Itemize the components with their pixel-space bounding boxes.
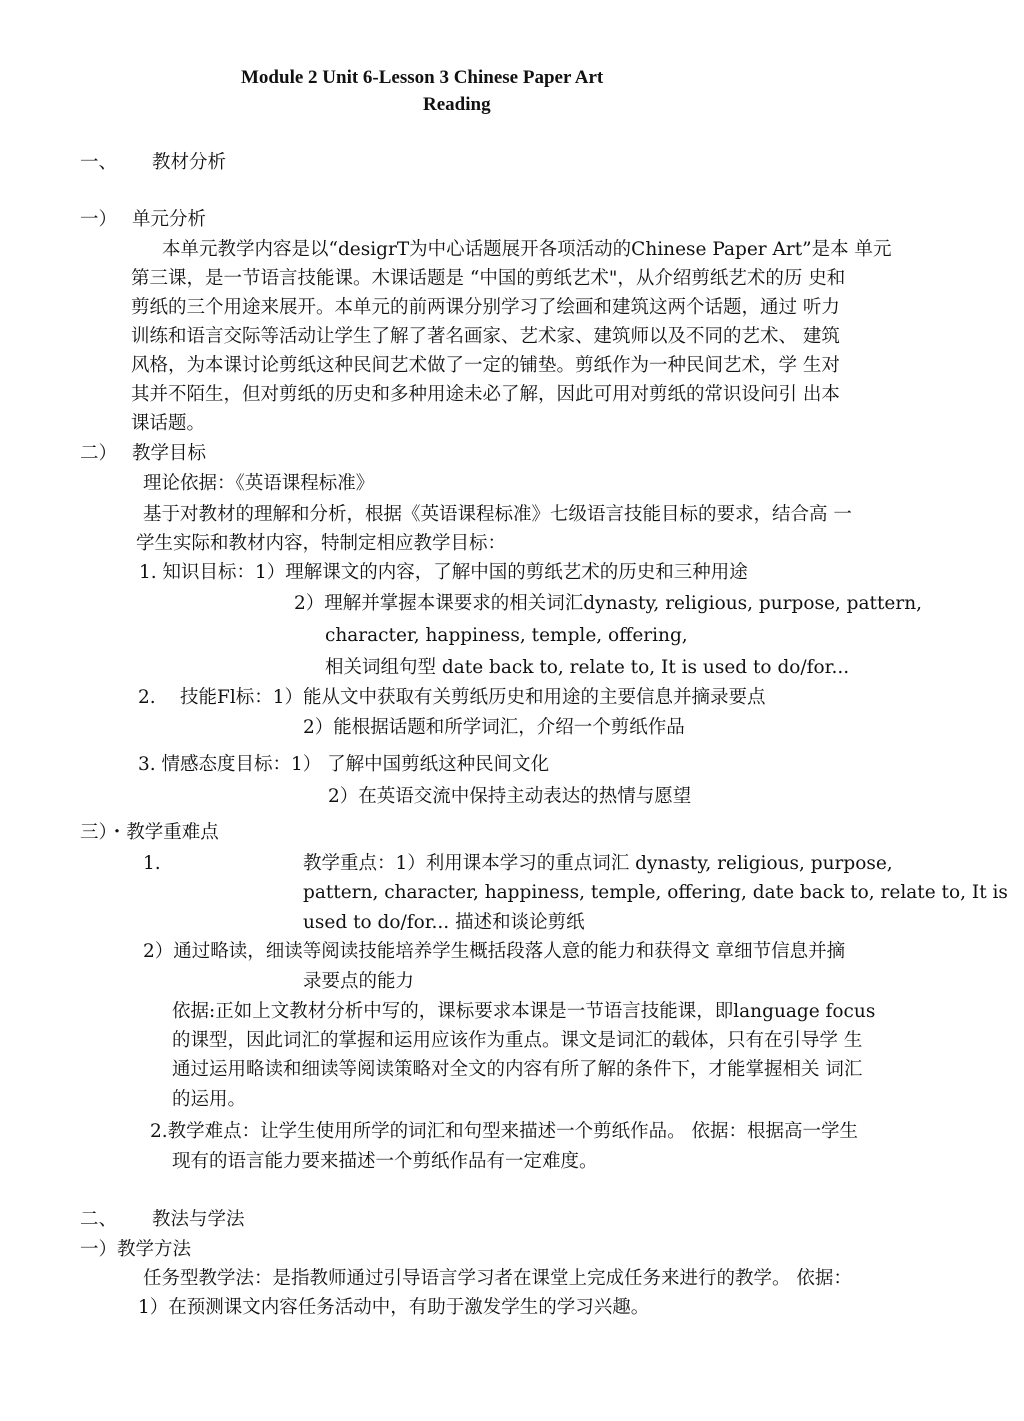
key-point-item: 2）通过略读，细读等阅读技能培养学生概括段落人意的能力和获得文 章细节信息并摘 [143,941,846,962]
part1-paragraph-line: 其并不陌生，但对剪纸的历史和多种用途未必了解，因此可用对剪纸的常识设问引 出本 [131,384,840,405]
knowledge-goal-phrases: 相关词组句型 date back to, relate to, It is used to do/for... [325,657,850,678]
part1-paragraph-line: 风格，为本课讨论剪纸这种民间艺术做了一定的铺垫。剪纸作为一种民间艺术，学 生对 [131,355,840,376]
goals-intro-line: 基于对教材的理解和分析，根据《英语课程标准》七级语言技能目标的要求，结合高 一 [143,504,852,525]
key-point-line: 教学重点：1）利用课本学习的重点词汇 dynasty, religious, purpose, [303,853,893,874]
knowledge-goal-vocab: 2）理解并掌握本课要求的相关词汇dynasty, religious, purpose, pattern, [294,593,922,614]
key-point-line: used to do/for... 描述和谈论剪纸 [303,912,585,933]
document-title: Module 2 Unit 6-Lesson 3 Chinese Paper Art [241,67,604,88]
attitude-goal-item: 2）在英语交流中保持主动表达的热情与愿望 [328,786,692,807]
basis-line: 依据:正如上文教材分析中写的，课标要求本课是一节语言技能课，即language focus [172,1001,876,1022]
part2-number: 二） [80,443,118,464]
knowledge-goal: 1. 知识目标：1）理解课文的内容，了解中国的剪纸艺术的历史和三种用途 [139,562,748,583]
section1-number: 一、 [80,152,118,173]
knowledge-goal-vocab: character, happiness, temple, offering, [325,625,688,646]
method-line: 任务型教学法：是指教师通过引导语言学习者在课堂上完成任务来进行的教学。 依据： [143,1268,852,1289]
section1-heading: 教材分析 [152,152,227,173]
part1-paragraph-line: 第三课，是一节语言技能课。木课话题是 “中国的剪纸艺术"，从介绍剪纸艺术的历 史和 [131,268,846,289]
basis-line: 的课型，因此词汇的掌握和运用应该作为重点。课文是词汇的载体，只有在引导学 生 [172,1030,863,1051]
method-line: 1）在预测课文内容任务活动中，有助于激发学生的学习兴趣。 [138,1297,650,1318]
part1-paragraph-line: 课话题。 [131,413,206,434]
section2-part1-heading: 一）教学方法 [80,1239,192,1260]
basis-line: 通过运用略读和细读等阅读策略对全文的内容有所了解的条件下，才能掌握相关 词汇 [172,1059,863,1080]
document-subtitle: Reading [423,94,491,115]
part1-paragraph-line: 训练和语言交际等活动让学生了解了著名画家、艺术家、建筑师以及不同的艺术、 建筑 [131,326,840,347]
section2-number: 二、 [80,1209,118,1230]
part1-paragraph-line: 本单元教学内容是以“desigrT为中心话题展开各项活动的Chinese Paper Art”是本 单元 [162,239,892,260]
skill-goal-number: 2. [138,687,156,708]
attitude-goal: 3. 情感态度目标：1） 了解中国剪纸这种民间文化 [138,754,550,775]
part1-paragraph-line: 剪纸的三个用途来展开。本单元的前两课分别学习了绘画和建筑这两个话题，通过 听力 [131,297,840,318]
key-point-number: 1. [143,853,161,874]
part3-heading: 三）・教学重难点 [80,822,219,843]
difficulty-line: 2.教学难点：让学生使用所学的词汇和句型来描述一个剪纸作品。 依据：根据高一学生 [150,1121,859,1142]
key-point-item: 录要点的能力 [303,971,415,992]
goals-intro-line: 学生实际和教材内容，特制定相应教学目标： [136,533,507,554]
part2-heading: 教学目标 [132,443,207,464]
part1-number: 一） [80,209,118,230]
section2-heading: 教法与学法 [152,1209,245,1230]
skill-goal-item: 2）能根据话题和所学词汇，介绍一个剪纸作品 [303,717,685,738]
difficulty-line: 现有的语言能力要来描述一个剪纸作品有一定难度。 [172,1151,598,1172]
key-point-line: pattern, character, happiness, temple, offering, date back to, relate to, It is [303,882,1008,903]
theory-basis: 理论依据：《英语课程标准》 [143,473,375,494]
basis-line: 的运用。 [172,1089,247,1110]
skill-goal: 技能Fl标：1）能从文中获取有关剪纸历史和用途的主要信息并摘录要点 [180,687,766,708]
part1-heading: 单元分析 [132,209,207,230]
